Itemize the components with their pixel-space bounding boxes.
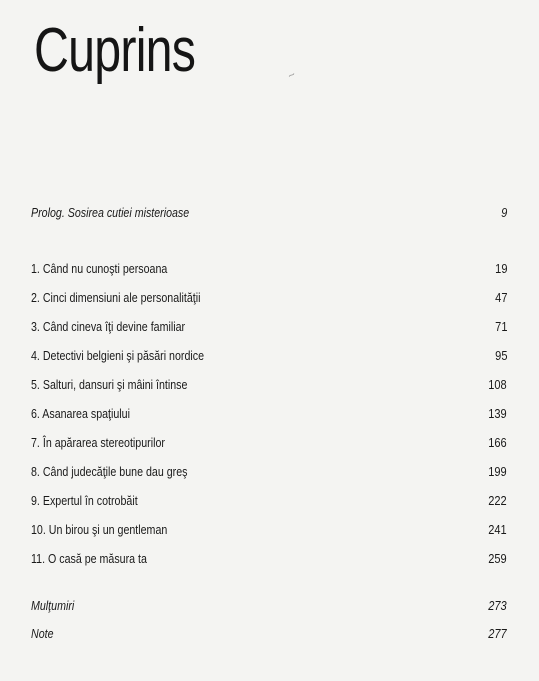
toc-entry-page: 47 <box>494 290 507 305</box>
toc-entry-page: 273 <box>488 598 507 613</box>
toc-entry <box>31 318 507 336</box>
toc-entry-page: 241 <box>488 522 507 537</box>
toc-entry-prolog <box>31 204 507 222</box>
pencil-mark: ~ <box>284 67 299 83</box>
toc-entry-page: 139 <box>488 406 507 421</box>
toc-entry-label: 7. În apărarea stereotipurilor <box>31 435 165 450</box>
toc-entry-page: 259 <box>488 551 507 566</box>
toc-entry <box>31 550 507 568</box>
toc-entry-label: 8. Când judecăţile bune dau greş <box>31 464 188 479</box>
toc-entry-page: 108 <box>488 377 507 392</box>
toc-entry-page: 199 <box>488 464 507 479</box>
toc-entry-label: 6. Asanarea spaţiului <box>31 406 130 421</box>
toc-entry-page: 9 <box>500 205 507 220</box>
toc-entry <box>31 289 507 307</box>
toc-entry-label: 2. Cinci dimensiuni ale personalităţii <box>31 290 201 305</box>
toc-entry-page: 19 <box>494 261 507 276</box>
toc-entry-page: 277 <box>488 626 507 641</box>
toc-entry <box>31 492 507 510</box>
toc-entry-notes <box>31 625 507 643</box>
toc-entry <box>31 405 507 423</box>
toc-entry-label: 9. Expertul în cotrobăit <box>31 493 138 508</box>
toc-entry-label: Prolog. Sosirea cutiei misterioase <box>31 205 190 220</box>
toc-entry <box>31 376 507 394</box>
toc-entry-acknowledgements <box>31 597 507 615</box>
toc-entry-label: Mulţumiri <box>31 598 75 613</box>
toc-entry-page: 222 <box>488 493 507 508</box>
toc-entry <box>31 260 507 278</box>
toc-entry-label: 5. Salturi, dansuri şi mâini întinse <box>31 377 188 392</box>
toc-entry <box>31 434 507 452</box>
toc-entry-label: 11. O casă pe măsura ta <box>31 551 147 566</box>
toc-entry-label: Note <box>31 626 54 641</box>
toc-entry-page: 95 <box>494 348 507 363</box>
bleed-through-text <box>250 118 530 130</box>
toc-entry-label: 10. Un birou şi un gentleman <box>31 522 168 537</box>
toc-entry-label: 3. Când cineva îţi devine familiar <box>31 319 186 334</box>
toc-entry-page: 71 <box>494 319 507 334</box>
toc-entry-label: 4. Detectivi belgieni şi păsări nordice <box>31 348 205 363</box>
toc-entry <box>31 463 507 481</box>
toc-entry-label: 1. Când nu cunoşti persoana <box>31 261 168 276</box>
toc-entry <box>31 347 507 365</box>
toc-entry <box>31 521 507 539</box>
page-title: Cuprins <box>34 16 196 85</box>
toc-entry-page: 166 <box>488 435 507 450</box>
